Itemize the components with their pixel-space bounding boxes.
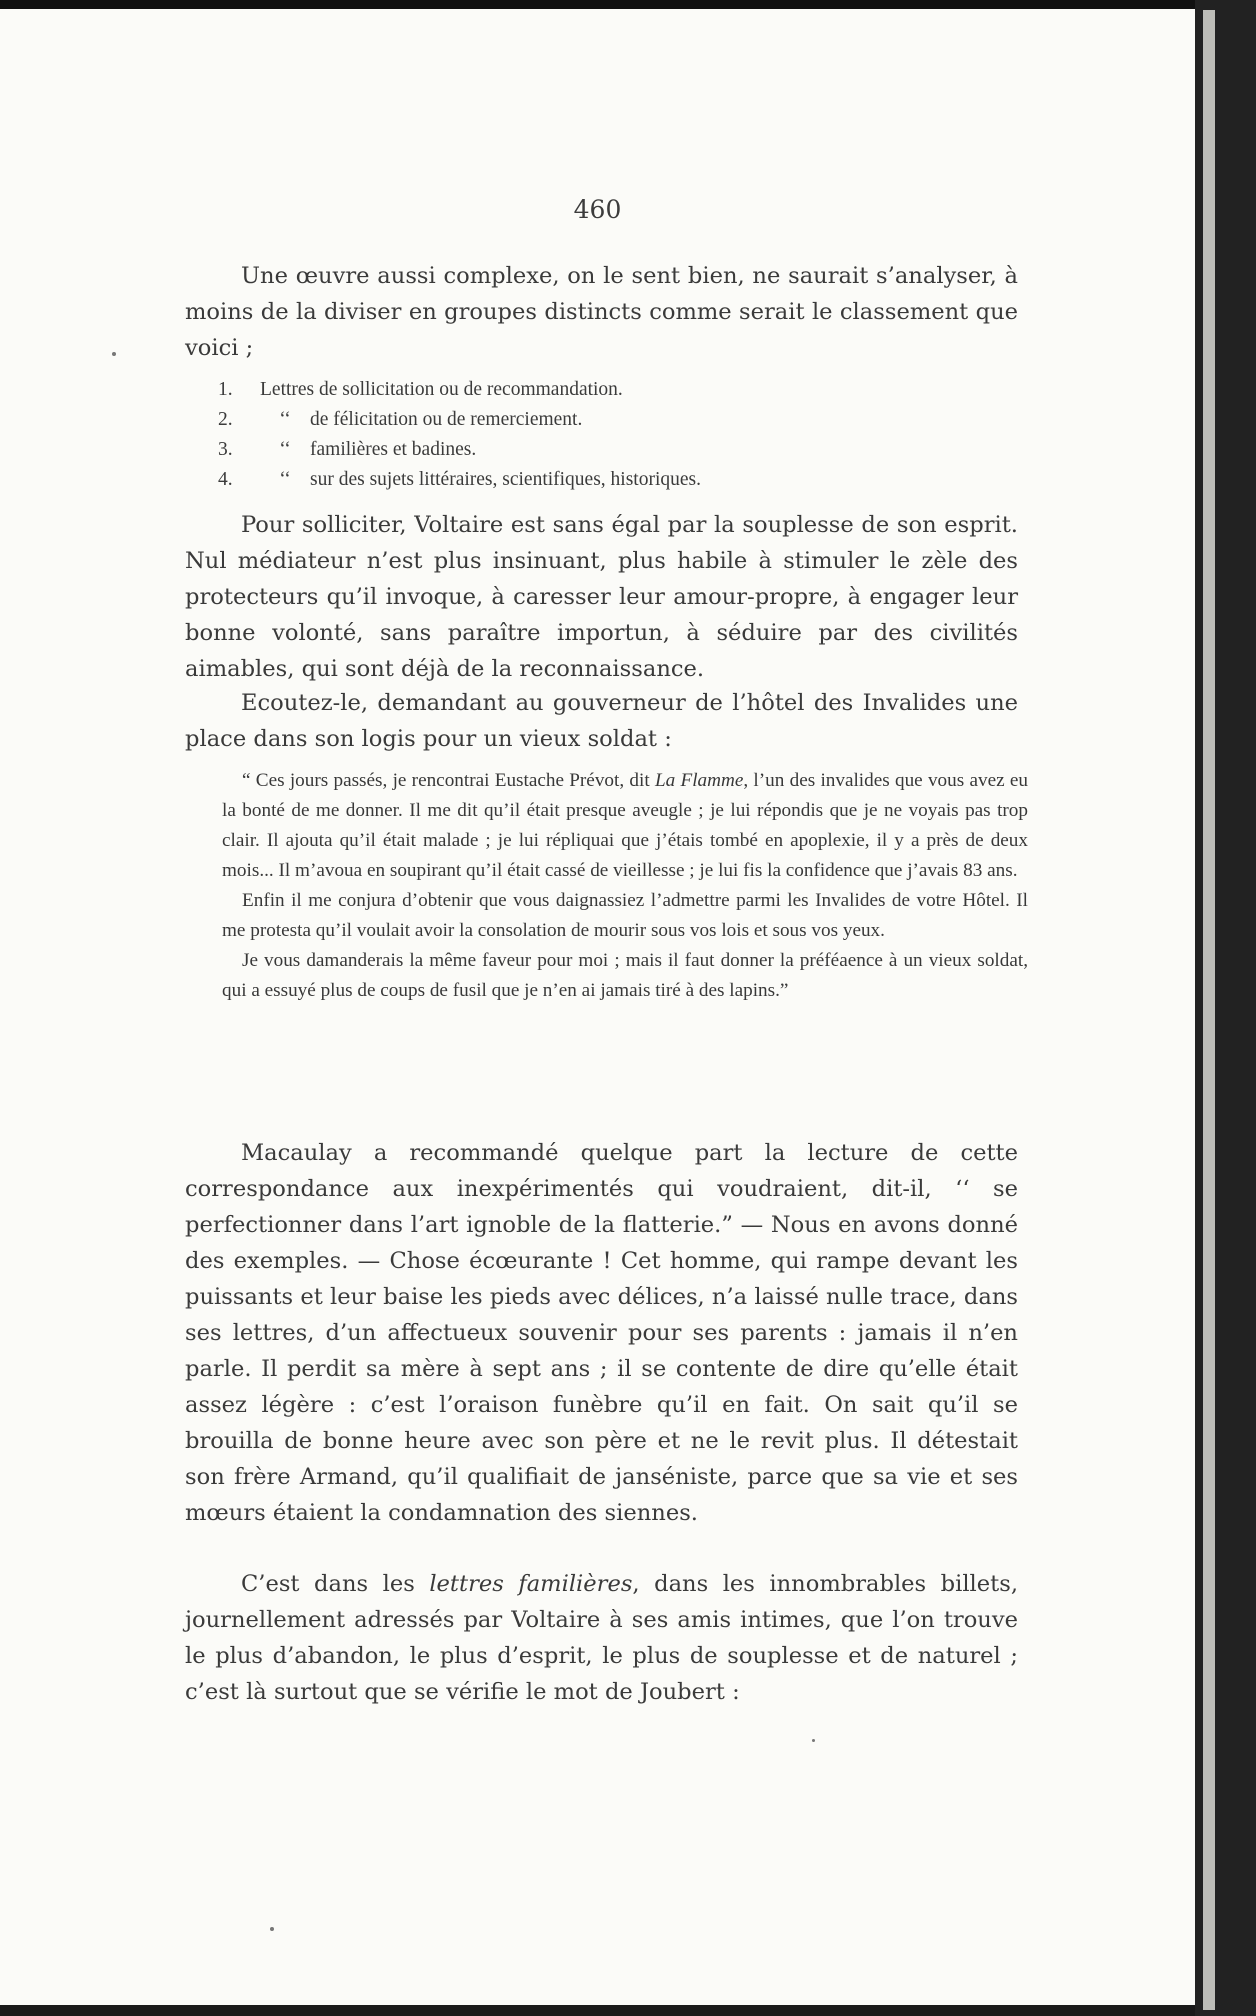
list-item: 4. ‘‘ sur des sujets littéraires, scientifiques, historiques. (218, 469, 702, 490)
scan-speck (270, 1927, 274, 1931)
scan-speck (812, 1739, 815, 1742)
macaulay-paragraph: Macaulay a recommandé quelque part la lecture de cette correspondance aux inexpérimentés qui voudraient, dit-il, ‘‘ se perfectionner dans l’art ignoble de la flatterie.” — Nous en avons donné des exemples. — Chose écœurante ! Cet homme, qui rampe devant les puissants et leur baise les pieds avec délices, n’a laissé nulle trace, dans ses lettres, d’un affectueux souvenir pour ses parents : jamais il n’en parle. Il perdit sa mère à sept ans ; il se contente de dire qu’elle était assez légère : c’est l’oraison funèbre qu’il en fait. On sait qu’il se brouilla de bonne heure avec son père et ne le revit plus. Il détestait son frère Armand, qu’il qualifiait de janséniste, parce que sa vie et ses mœurs étaient la condamnation des siennes. (185, 1140, 1018, 1526)
quote-paragraph: Je vous damanderais la même faveur pour moi ; mais il faut donner la préféaence à un vieux soldat, qui a essuyé plus de coups de fusil que je n’en ai jamais tiré à des lapins.” (222, 950, 1028, 1001)
intro-paragraph (185, 258, 1018, 366)
final-paragraph: C’est dans les lettres familières, dans les innombrables billets, journellement adressés par Voltaire à ses amis intimes, que l’on trouve le plus d’abandon, le plus d’esprit, le plus de souplesse et de naturel ; c’est là surtout que se vérifie le mot de Joubert : (185, 1571, 1019, 1705)
quote-paragraph: “ Ces jours passés, je rencontrai Eustache Prévot, dit La Flamme, l’un des invalides que vous avez eu la bonté de me donner. Il me dit qu’il était presque aveugle ; je lui répondis que je ne voyais pas trop clair. Il ajouta qu’il était malade ; je lui répliquai que j’étais tombé en apoplexie, il y a près de deux mois... Il m’avoua en soupirant qu’il était cassé de vieillesse ; je lui fis la confidence que j’avais 83 ans. (222, 770, 1028, 881)
ecoutez-paragraph: Ecoutez-le, demandant au gouverneur de l’hôtel des Invalides une place dans son logis pour un vieux soldat : (185, 690, 1018, 752)
quote-paragraph: Enfin il me conjura d’obtenir que vous daignassiez l’admettre parmi les Invalides de votre Hôtel. Il me protesta qu’il voulait avoir la consolation de mourir sous vos lois et sous vos yeux. (222, 890, 1028, 941)
voltaire-quotation (222, 766, 1028, 1006)
solliciter-paragraph: Pour solliciter, Voltaire est sans égal par la souplesse de son esprit. Nul médiateur n’est plus insinuant, plus habile à stimuler le zèle des protecteurs qu’il invoque, à caresser leur amour-propre, à engager leur bonne volonté, sans paraître importun, à séduire par des civilités aimables, qui sont déjà de la reconnaissance. (185, 512, 1018, 682)
list-item: 3. ‘‘ familières et badines. (218, 439, 477, 460)
scan-speck (112, 352, 116, 356)
classification-list (218, 375, 1018, 495)
intro-text: Une œuvre aussi complexe, on le sent bien, ne saurait s’analyser, à moins de la diviser en groupes distincts comme serait le classement que voici ; (185, 263, 1018, 361)
scan-edge (1195, 0, 1256, 2016)
list-item: 1. Lettres de sollicitation ou de recommandation. (218, 379, 623, 400)
page-number: 460 (573, 195, 622, 224)
list-item: 2. ‘‘ de félicitation ou de remerciement. (218, 409, 583, 430)
